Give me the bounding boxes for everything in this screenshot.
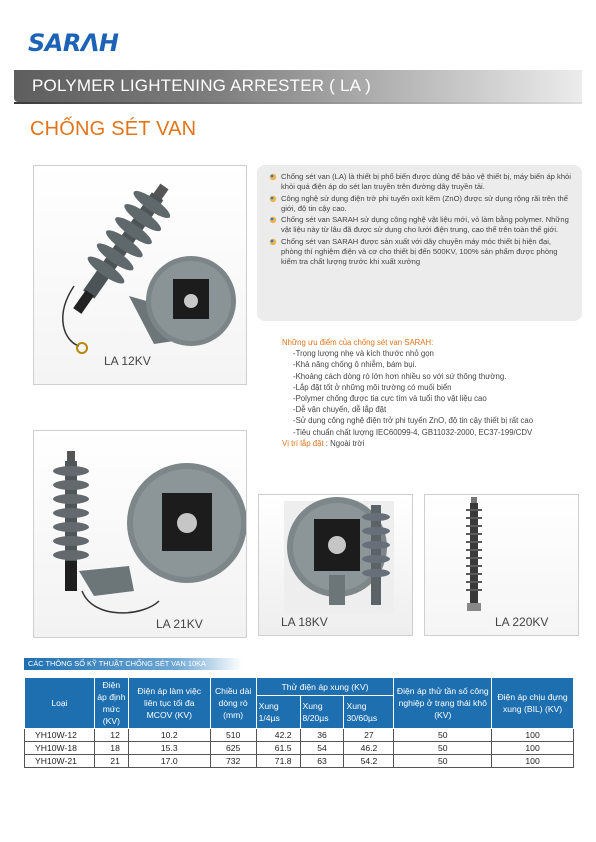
advantage-item: -Tiêu chuẩn chất lượng IEC60099-4, GB11032-2000, EC37-199/CDV bbox=[293, 427, 533, 437]
advantage-item: -Khả năng chống ô nhiễm, bám bụi. bbox=[293, 360, 417, 370]
col-header-bil: Điện áp chịu đựng xung (BIL) (KV) bbox=[492, 678, 574, 729]
bullet-icon bbox=[269, 173, 277, 181]
col-header-mcov: Điện áp làm việc liên tục tối đa MCOV (KV) bbox=[128, 678, 210, 729]
col-header-impulse-8-20: Xung 8/20µs bbox=[300, 696, 344, 729]
photo-caption: LA 220KV bbox=[495, 615, 549, 629]
install-location-value: : Ngoài trời bbox=[323, 438, 365, 448]
photo-la-220kv bbox=[424, 494, 579, 636]
logo-text: SARΛH bbox=[28, 29, 119, 57]
spec-title-bar bbox=[24, 658, 242, 670]
product-title: POLYMER LIGHTENING ARRESTER ( LA ) bbox=[32, 76, 371, 95]
install-location bbox=[282, 438, 582, 449]
photo-caption: LA 18KV bbox=[281, 615, 328, 629]
bullet-icon bbox=[269, 238, 277, 246]
col-header-type: Loại bbox=[25, 678, 95, 729]
page-heading: CHỐNG SÉT VAN bbox=[30, 118, 197, 140]
info-item: Chống sét van SARAH được sản xuất với dây chuyền máy móc thiết bị hiện đại, phòng thí nghiệm điện và cơ cho thiết bị đến 500KV, 100% sản phẩm được phòng kiểm tra chất lượng trước khi xuất xưởng bbox=[269, 237, 572, 268]
spec-table bbox=[24, 677, 574, 768]
info-item: Công nghệ sử dụng điện trở phi tuyến oxít kẽm (ZnO) được sử dụng rộng rãi trên thế giới, độ tin cậy cao. bbox=[269, 194, 572, 215]
col-header-voltage: Điện áp định mức (KV) bbox=[94, 678, 128, 729]
photo-la-12kv bbox=[33, 165, 247, 385]
advantage-item: -Sử dụng công nghệ điện trở phi tuyến ZnO, độ tin cậy thiết bị rất cao bbox=[293, 416, 534, 426]
col-header-creepage: Chiều dài dòng rò (mm) bbox=[210, 678, 256, 729]
photo-la-21kv bbox=[33, 430, 247, 638]
product-title-bar bbox=[14, 70, 582, 102]
table-row: YH10W-18 18 15.3 625 61.5 54 46.2 50 100 bbox=[25, 742, 574, 755]
info-item: Chống sét van (LA) là thiết bị phổ biến được dùng để bảo vệ thiết bị, máy biến áp khỏi khỏi quá điện áp do sét lan truyền trên đường dây truyền tải. bbox=[269, 172, 572, 193]
info-box bbox=[257, 165, 582, 321]
bullet-icon bbox=[269, 195, 277, 203]
col-header-impulse-1-4: Xung 1/4µs bbox=[256, 696, 300, 729]
install-location-label: Vị trí lắp đặt bbox=[282, 438, 324, 448]
advantages-title: Những ưu điểm của chống sét van SARAH: bbox=[282, 338, 434, 347]
table-row: YH10W-12 12 10.2 510 42.2 36 27 50 100 bbox=[25, 729, 574, 742]
photo-la-18kv bbox=[258, 494, 413, 636]
brand-logo bbox=[28, 30, 150, 56]
col-header-impulse: Thử điện áp xung (KV) bbox=[256, 678, 394, 696]
advantage-item: -Khoảng cách dòng rò lớn hơn nhiều so với sứ thông thường. bbox=[293, 371, 507, 381]
col-header-impulse-30-60: Xung 30/60µs bbox=[344, 696, 394, 729]
col-header-power-frequency: Điện áp thử tần số công nghiệp ở trạng thái khô (KV) bbox=[394, 678, 492, 729]
advantage-item: -Trọng lượng nhẹ và kích thước nhỏ gọn bbox=[293, 349, 434, 359]
photo-caption: LA 21KV bbox=[156, 617, 203, 631]
advantage-item: -Lắp đặt tốt ở những môi trường có muối biển bbox=[293, 382, 452, 392]
info-item: Chống sét van SARAH sử dụng công nghệ vật liệu mới, vỏ làm bằng polymer. Những vật liệu này từ lâu đã được sử dụng cho lưới điện trung, cao thế trên toàn thế giới. bbox=[269, 215, 572, 236]
arrester-21kv-image bbox=[34, 431, 247, 638]
bullet-icon bbox=[269, 216, 277, 224]
advantage-item: -Polymer chống được tia cực tím và tuổi thọ vật liệu cao bbox=[293, 394, 487, 404]
arrester-12kv-image bbox=[34, 166, 247, 385]
table-row: YH10W-21 21 17.0 732 71.8 63 54.2 50 100 bbox=[25, 755, 574, 768]
title-divider bbox=[14, 102, 582, 104]
photo-caption: LA 12KV bbox=[104, 354, 151, 368]
advantages-list bbox=[282, 337, 582, 449]
spec-title: CÁC THÔNG SỐ KỸ THUẬT CHỐNG SÉT VAN 10KA bbox=[28, 659, 206, 668]
advantage-item: -Dễ vận chuyển, dễ lắp đặt bbox=[293, 405, 387, 415]
